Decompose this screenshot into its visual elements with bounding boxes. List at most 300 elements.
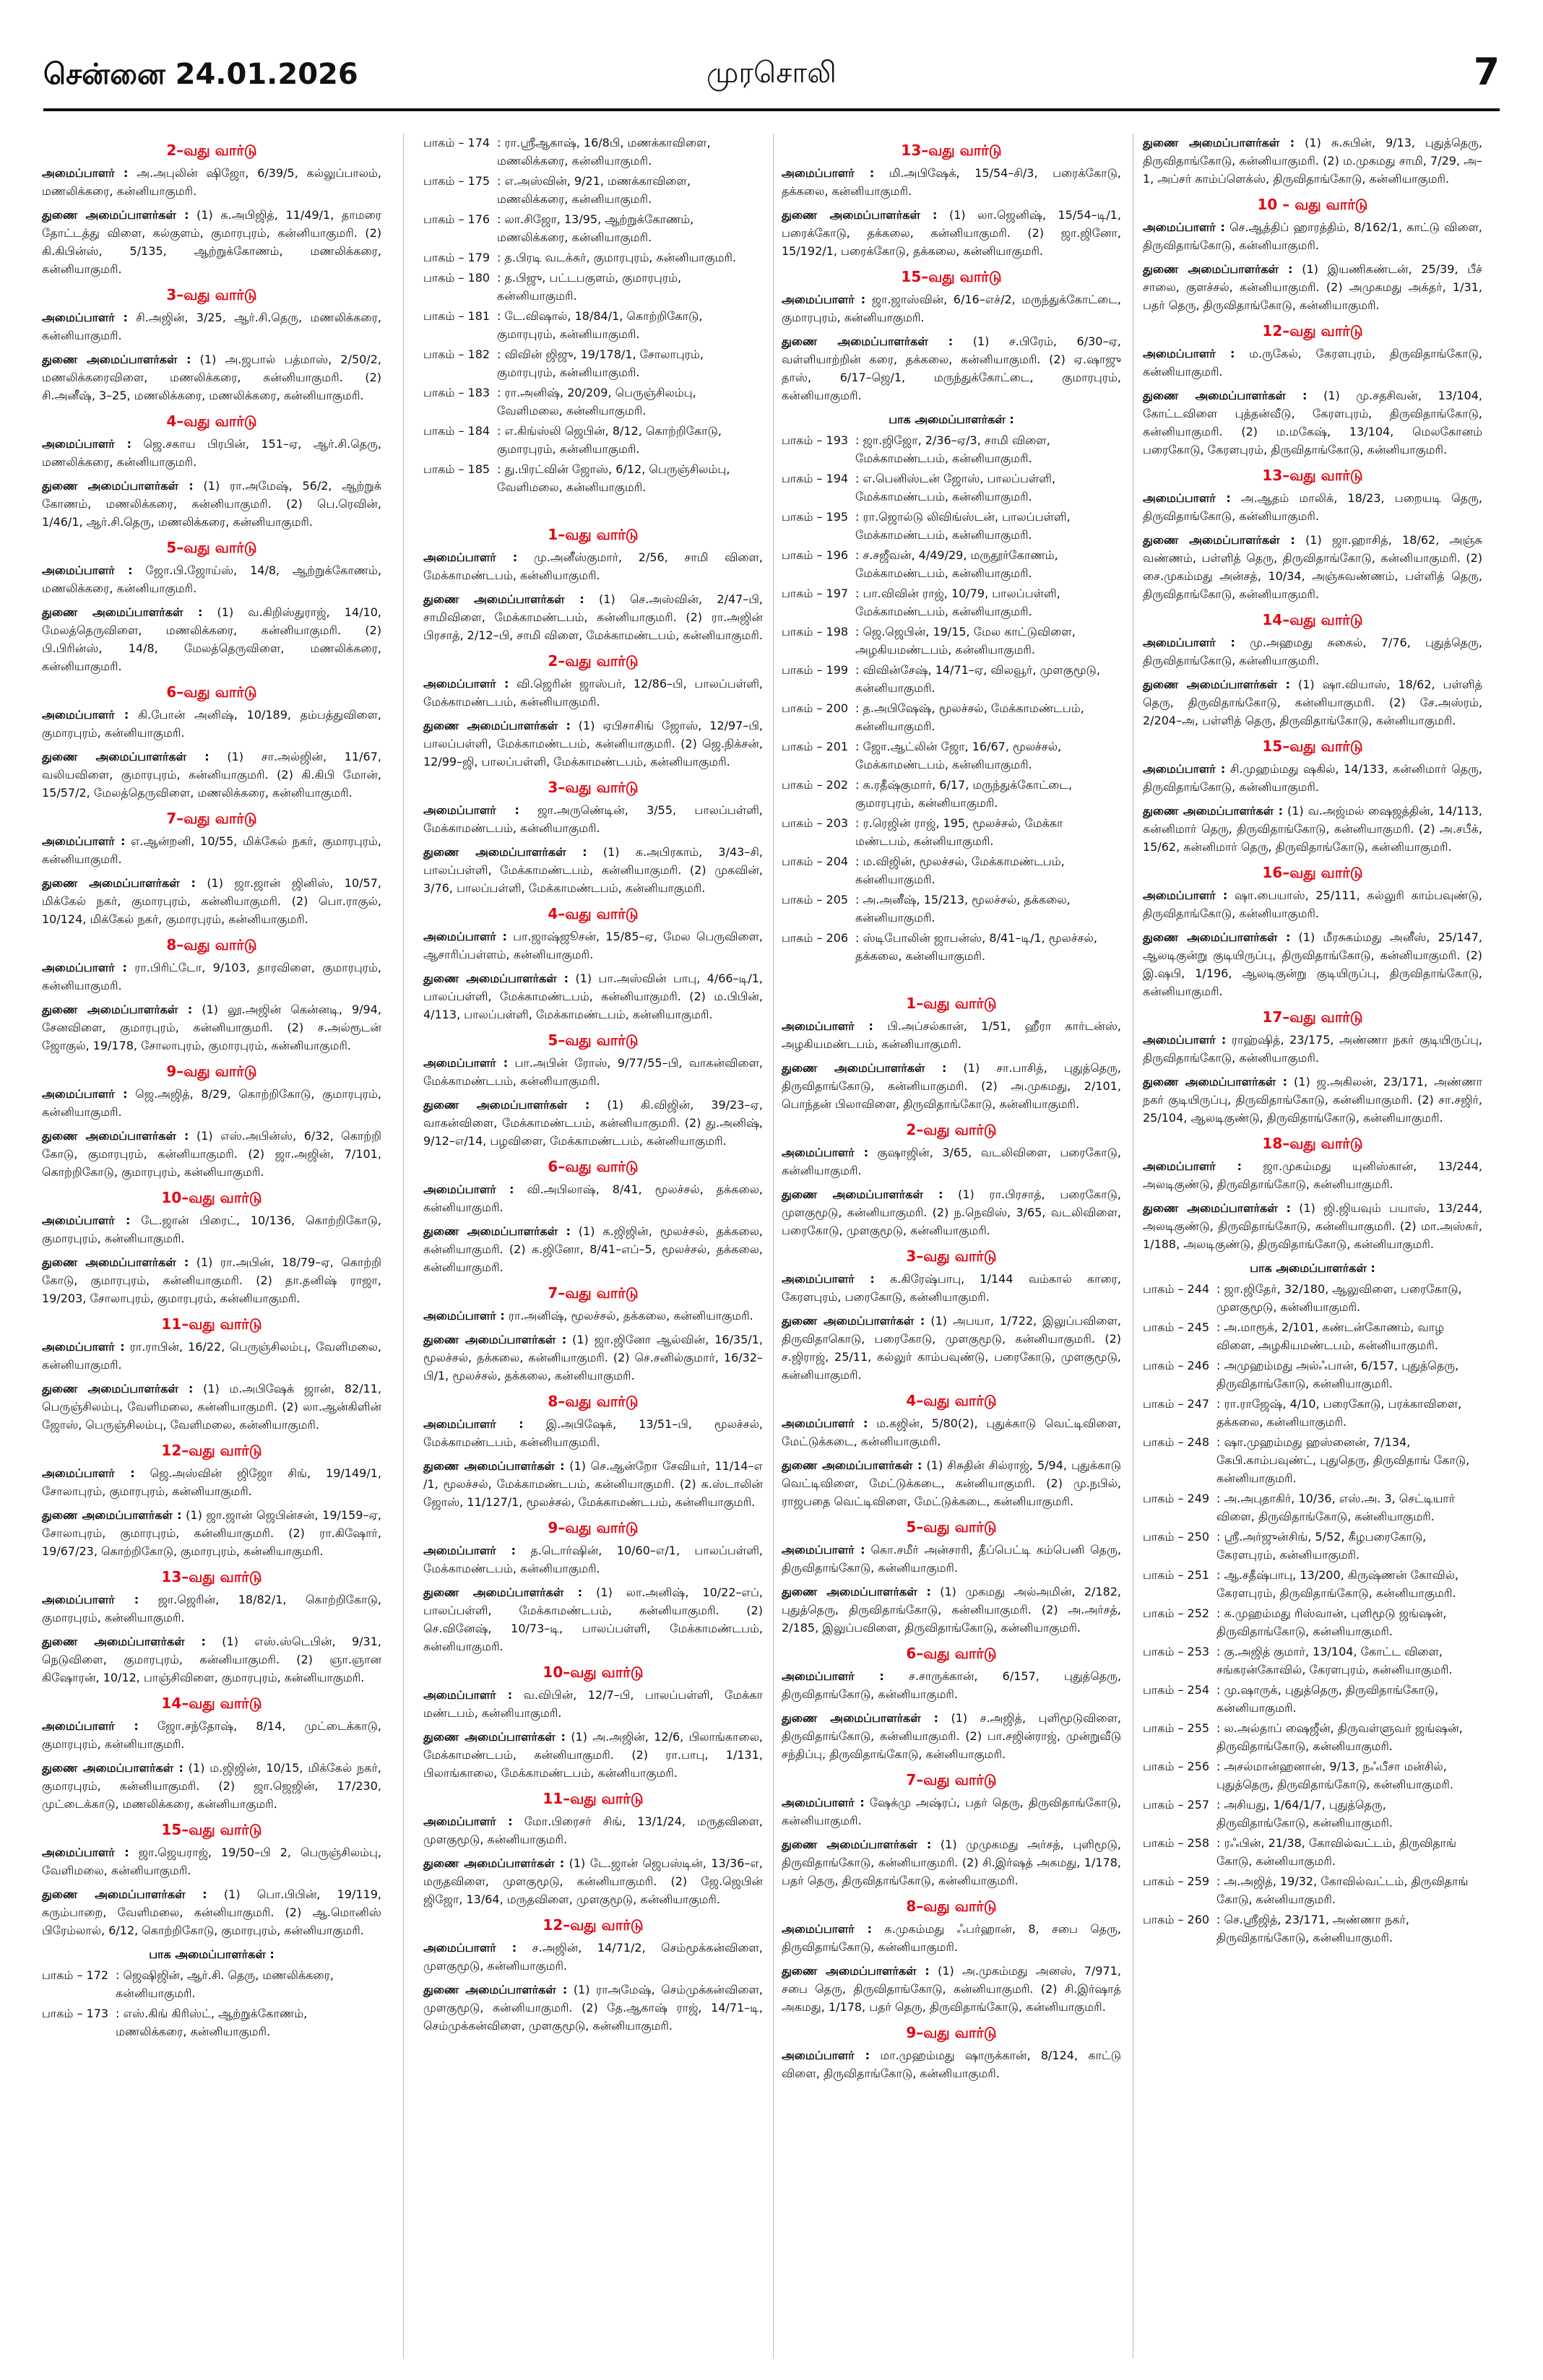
organizer-entry <box>782 290 1121 326</box>
role-label: அமைப்பாளர் : <box>782 1272 875 1286</box>
ward-heading: 12–வது வார்டு <box>543 1916 644 1934</box>
booth-number: பாகம் – 258 <box>1143 1836 1210 1850</box>
booth-entry <box>423 134 763 170</box>
booth-number: பாகம் – 244 <box>1143 1282 1210 1296</box>
booth-organizer: : து.பிரட்வின் ஜோஸ், 6/12, பெருஞ்சிலம்பு, வேளிமலை, கன்னியாகுமரி. <box>497 462 730 494</box>
organizer-details: பா.ஜாஷ்ஜூசன், 15/85–ஏ, மேல பெருவிளை, ஆசாரிப்பள்ளம், கன்னியாகுமரி. <box>423 930 763 961</box>
booth-entry <box>423 460 763 496</box>
role-label: துணை அமைப்பாளர்கள் : <box>423 1224 571 1238</box>
booth-entry <box>782 546 1121 582</box>
role-label: துணை அமைப்பாளர்கள் : <box>42 1129 189 1143</box>
organizer-details: (1) எஸ்.ஸ்டெபின், 9/31, நெடுவிளை, குமாரபுரம், கன்னியாகுமரி. (2) ஞா.ஞான கிஷோரன், 10/12, பாஞ்சிவிளை, குமாரபுரம், கன்னியாகுமரி. <box>42 1635 381 1684</box>
ward-heading: 12–வது வார்டு <box>1262 322 1363 339</box>
organizer-details: அ.ஆதம் மாலிக், 18/23, பறையடி தெரு, திருவிதாங்கோடு, கன்னியாகுமரி. <box>1143 491 1482 523</box>
organizer-details: வி.அபிலாஷ், 8/41, மூலச்சல், தக்கலை, கன்னியாகுமரி. <box>423 1182 763 1214</box>
organizer-details: (1) இயணிகண்டன், 25/39, பீச் சாலை, குளச்சல், கன்னியாகுமரி. (2) அமுகமது அக்தர், 1/31, பதர் தெரு, திருவிதாங்கோடு, கன்னியாகுமரி. <box>1143 262 1482 312</box>
organizer-entry <box>423 1054 763 1090</box>
organizer-details: கி.போன் அனிஷ், 10/189, தம்பத்துவிளை, குமாரபுரம், கன்னியாகுமரி. <box>42 708 381 740</box>
organizer-details: க.கிரேஷ்பாபு, 1/144 வம்கால் காரை, கேரளபுரம், பரைகோடு, கன்னியாகுமரி. <box>782 1272 1121 1304</box>
role-label: அமைப்பாளர் : <box>42 311 128 324</box>
booth-organizer: : எ.பெனிஸ்டன் ஜோஸ், பாலப்பள்ளி, மேக்காமண்டபம், கன்னியாகுமரி. <box>855 472 1056 503</box>
booth-number: பாகம் – 249 <box>1143 1492 1210 1505</box>
organizer-entry <box>782 332 1121 404</box>
role-label: அமைப்பாளர் : <box>42 961 127 974</box>
organizer-details: த.டொர்ஷின், 10/60–எ/1, பாலப்பள்ளி, மேக்காமண்டபம், கன்னியாகுமரி. <box>423 1544 763 1575</box>
role-label: அமைப்பாளர் : <box>42 1845 129 1859</box>
booth-organizer: : அ.மாரூக், 2/101, கண்டன்கோணம், வாழ விளை, அழகியமண்டபம், கன்னியாகுமரி. <box>1216 1320 1445 1352</box>
role-label: அமைப்பாளர் : <box>42 563 133 577</box>
organizer-details: செ.ஆத்திப் ஹாரத்திம், 8/162/1, காட்டு விளை, திருவிதாங்கோடு, கன்னியாகுமரி. <box>1143 220 1482 252</box>
organizer-details: (1) க.அபிரகாம், 3/43–சி, பாலப்பள்ளி, மேக்காமண்டபம், கன்னியாகுமரி. (2) முகவின், 3/76, பாலப்பள்ளி, மேக்காமண்டபம், கன்னியாகுமரி. <box>423 845 763 895</box>
booth-number: பாகம் – 185 <box>423 462 490 476</box>
organizer-entry <box>423 1686 763 1722</box>
ward-heading: 15–வது வார்டு <box>1262 737 1363 755</box>
role-label: அமைப்பாளர் : <box>782 166 875 180</box>
organizer-details: (1) செ.அஸ்வின், 2/47–பி, சாமிவிளை, மேக்காமண்டபம், கன்னியாகுமரி. (2) ரா.அஜின் பிரசாத், 2/12–பி, சாமி விளை, மேக்காமண்டபம், கன்னியாகுமரி. <box>423 592 763 642</box>
organizer-entry <box>42 1464 381 1500</box>
organizer-entry <box>423 1583 763 1656</box>
organizer-entry <box>1143 1073 1482 1127</box>
role-label: துணை அமைப்பாளர்கள் : <box>1143 1075 1288 1089</box>
organizer-details: ம.ருகேல், கேரளபுரம், திருவிதாங்கோடு, கன்னியாகுமரி. <box>1143 347 1482 378</box>
booth-entry <box>1143 1433 1482 1487</box>
organizer-details: (1) சா.பாசித், புதுத்தெரு, திருவிதாங்கோடு, கன்னியாகுமரி. (2) அ.முகமது, 2/101, பொந்தன் பிலாவிளை, திருவிதாங்கோடு, கன்னியாகுமரி. <box>782 1061 1121 1111</box>
role-label: அமைப்பாளர் : <box>423 677 509 691</box>
organizer-details: ஜெ.அஜித், 8/29, கொற்றிகோடு, குமாரபுரம், கன்னியாகுமரி. <box>42 1087 381 1119</box>
role-label: துணை அமைப்பாளர்கள் : <box>42 1382 194 1395</box>
booth-number: பாகம் – 253 <box>1143 1645 1210 1658</box>
organizer-details: கொ.சமீர் அன்சாரி, தீப்பெட்டி கம்பெனி தெரு, திருவிதாங்கோடு, கன்னியாகுமரி. <box>782 1543 1121 1575</box>
organizer-entry <box>423 927 763 964</box>
booth-number: பாகம் – 254 <box>1143 1683 1210 1697</box>
booth-organizer: : ஸ்ரீ.அர்ஜுன்சிங், 5/52, கீழபரைகோடு, கேரளபுரம், கன்னியாகுமரி. <box>1216 1530 1427 1562</box>
role-label: அமைப்பாளர் : <box>1143 1033 1227 1047</box>
role-label: துணை அமைப்பாளர்கள் : <box>423 719 571 732</box>
role-label: துணை அமைப்பாளர்கள் : <box>423 972 569 985</box>
organizer-details: (1) ஜா.ஜினோ ஆல்வின், 16/35/1, மூலச்சல், தக்கலை, கன்னியாகுமரி. (2) செ.சனில்குமார், 16/32–பி/1, மூலச்சல், தக்கலை, கன்னியாகுமரி. <box>423 1333 763 1382</box>
ward-heading: 9–வது வார்டு <box>548 1519 639 1536</box>
role-label: அமைப்பாளர் : <box>42 1087 128 1101</box>
organizer-details: ராஹ்ஷித், 23/175, அண்ணா நகர் குடியிருப்பு, திருவிதாங்கோடு, கன்னியாகுமரி. <box>1143 1033 1482 1065</box>
organizer-entry <box>42 832 381 868</box>
ward-heading: 14–வது வார்டு <box>161 1695 262 1712</box>
organizer-details: (1) ஏபிசாசிங் ஜோஸ், 12/97–பி, பாலப்பள்ளி, மேக்காமண்டபம், கன்னியாகுமரி. (2) ஜெ.நிக்சன், 12/99–ஜி, பாலப்பள்ளி, மேக்காமண்டபம், கன்னியாகுமரி. <box>423 719 763 769</box>
booth-number: பாகம் – 182 <box>423 347 490 361</box>
organizer-details: (1) செ.ஆன்றோ சேவியர், 11/14–எ /1, மூலச்சல், மேக்காமண்டபம், கன்னியாகுமரி. (2) க.ஸ்டாலின் ஜோஸ், 11/127/1, மூலச்சல், மேக்காமண்டபம், கன்னியாகுமரி. <box>423 1459 763 1509</box>
organizer-entry <box>42 1127 381 1181</box>
organizer-details: ரா.ராபின், 16/22, பெருஞ்சிலம்பு, வேளிமலை, கன்னியாகுமரி. <box>42 1340 381 1372</box>
organizer-entry <box>1143 489 1482 525</box>
booth-entry <box>423 422 763 458</box>
booth-number: பாகம் – 255 <box>1143 1721 1210 1735</box>
ward-heading: 7–வது வார்டு <box>906 1771 997 1788</box>
organizer-details: அ.அபுலின் ஷிஜோ, 6/39/5, கல்லுப்பாலம், மணலிக்கரை, கன்னியாகுமரி. <box>42 166 381 198</box>
booth-number: பாகம் – 174 <box>423 136 490 150</box>
booth-organizer: : அ.அபுதாகிர், 10/36, எஸ்.அ. 3, செட்டியார் விளை, திருவிதாங்கோடு, கன்னியாகுமரி. <box>1216 1492 1456 1523</box>
booth-section-heading: பாக அமைப்பாளர்கள் : <box>1250 1261 1375 1275</box>
role-label: அமைப்பாளர் : <box>42 708 129 722</box>
organizer-entry <box>42 1885 381 1939</box>
booth-organizer: : த.பிஜு, பட்டபகுளம், குமாரபுரம், கன்னியாகுமரி. <box>497 271 682 303</box>
booth-entry <box>782 929 1121 965</box>
booth-number: பாகம் – 204 <box>782 854 849 868</box>
organizer-entry <box>423 590 763 644</box>
organizer-details: (1) ஜா.ஜான் ஜெபின்சன், 19/159–ஏ, சோலாபுரம், குமாரபுரம், கன்னியாகுமரி. (2) ரா.கிஷோர், 19/67/23, கொற்றிகோடு, குமாரபுரம், கன்னியாகுமரி. <box>42 1508 381 1558</box>
role-label: துணை அமைப்பாளர்கள் : <box>782 334 954 348</box>
booth-number: பாகம் – 202 <box>782 778 849 792</box>
role-label: அமைப்பாளர் : <box>1143 347 1235 360</box>
booth-entry <box>782 431 1121 467</box>
booth-number: பாகம் – 198 <box>782 625 849 639</box>
organizer-details: ம.கஜின், 5/80(2), புதுக்காடு வெட்டிவிளை, மேட்டுக்கடை, கன்னியாகுமரி. <box>782 1416 1121 1448</box>
organizer-details: ஜா.ஜாஸ்வின், 6/16–எச்/2, மருந்துக்கோட்டை, குமாரபுரம், கன்னியாகுமரி. <box>782 293 1121 324</box>
organizer-entry <box>423 717 763 771</box>
organizer-entry <box>423 1222 763 1276</box>
booth-number: பாகம் – 197 <box>782 587 849 600</box>
role-label: துணை அமைப்பாளர்கள் : <box>782 1964 930 1978</box>
organizer-entry <box>423 675 763 711</box>
role-label: அமைப்பாளர் : <box>1143 491 1231 505</box>
booth-number: பாகம் – 248 <box>1143 1435 1210 1449</box>
booth-entry <box>782 508 1121 544</box>
organizer-details: ஷா.பையாஸ், 25/111, கல்லுரி காம்பவுண்டு, திருவிதாங்கோடு, கன்னியாகுமரி. <box>1143 888 1482 920</box>
ward-heading: 15–வது வார்டு <box>901 268 1002 285</box>
booth-number: பாகம் – 193 <box>782 433 849 447</box>
booth-organizer: : ர.ரெஜின் ராஜ், 195, மூலச்சல், மேக்கா மண்டபம், கன்னியாகுமரி. <box>855 816 1063 848</box>
role-label: அமைப்பாளர் : <box>782 293 866 306</box>
role-label: துணை அமைப்பாளர்கள் : <box>782 1838 932 1851</box>
organizer-details: (1) வ.கிறிஸ்துராஜ், 14/10, மேலத்தெருவிளை, மணலிக்கரை, கன்னியாகுமரி. (2) பி.பிரின்ஸ், 14/8, மேலத்தெருவிளை, மணலிக்கரை, கன்னியாகுமரி. <box>42 605 381 673</box>
organizer-entry <box>782 1793 1121 1830</box>
organizer-entry <box>423 1330 763 1385</box>
booth-entry <box>1143 1318 1482 1354</box>
ward-heading: 17–வது வார்டு <box>1262 1008 1363 1026</box>
organizer-details: (1) ச.பிரேம், 6/30–ஏ, வள்ளியாற்றின் கரை, தக்கலை, கன்னியாகுமரி. (2) ஏ.ஷாஜு தாஸ், 6/17–ஜெ/1, மருந்துக்கோட்டை, குமாரபுரம், கன்னியாகுமரி. <box>782 334 1121 402</box>
role-label: அமைப்பாளர் : <box>782 1146 869 1159</box>
organizer-details: (1) ரா.அபின், 18/79–ஏ, கொற்றி கோடு, குமாரபுரம், கன்னியாகுமரி. (2) தா.தனிஷ் ராஜா, 19/203, சோலாபுரம், குமாரபுரம், கன்னியாகுமரி. <box>42 1255 381 1305</box>
organizer-details: (1) அ.அஜின், 12/6, பிலாங்காலை, மேக்காமண்டபம், கன்னியாகுமரி. (2) ரா.பாபு, 1/131, பிலாங்காலை, மேக்காமண்டபம், கன்னியாகுமரி. <box>423 1730 763 1780</box>
booth-entry <box>42 2004 381 2041</box>
booth-organizer: : லா.சிஜோ, 13/95, ஆற்றுக்கோணம், மணலிக்கரை, கன்னியாகுமரி. <box>497 212 694 244</box>
booth-number: பாகம் – 172 <box>42 1968 109 1982</box>
organizer-details: (1) லா.ஜெனிஷ், 15/54–டி/1, பரைக்கோடு, தக்கலை, கன்னியாகுமரி. (2) ஜா.ஜினோ, 15/192/1, பரைக்கோடு, தக்கலை, கன்னியாகுமரி. <box>782 208 1121 258</box>
booth-number: பாகம் – 180 <box>423 271 490 285</box>
booth-number: பாகம் – 247 <box>1143 1397 1210 1411</box>
booth-number: பாகம் – 201 <box>782 740 849 753</box>
ward-heading: 1–வது வார்டு <box>548 526 639 543</box>
organizer-details: மு.அனீஸ்குமார், 2/56, சாமி விளை, மேக்காமண்டபம், கன்னியாகுமரி. <box>423 550 763 582</box>
role-label: துணை அமைப்பாளர்கள் : <box>1143 533 1295 547</box>
booth-entry <box>1143 1643 1482 1679</box>
organizer-entry <box>42 748 381 802</box>
organizer-details: (1) லூ.அஜின் கென்னடி, 9/94, சேனவிளை, குமாரபுரம், கன்னியாகுமரி. (2) ச.அல்ரூடன் ஜோகுல், 19/178, சோலாபுரம், குமாரபுரம், கன்னியாகுமரி. <box>42 1003 381 1052</box>
organizer-details: ச.அஜின், 14/71/2, செம்மூக்கன்விளை, முளகுமூடு, கன்னியாகுமரி. <box>423 1941 763 1973</box>
organizer-details: (1) ஜி.ஜியவும் பயாஸ், 13/244, அலடிகுண்டு, திருவிதாங்கோடு, கன்னியாகுமரி. (2) மா.அஸ்கர், 1/188, அலடிகுண்டு, திருவிதாங்கோடு, கன்னியாகுமரி. <box>1143 1201 1482 1251</box>
organizer-details: (1) ஷா.வியாஸ், 18/62, பள்ளித் தெரு, திருவிதாங்கோடு, கன்னியாகுமரி. (2) சே.அஸ்ரம், 2/204–அ, பள்ளித் தெரு, திருவிதாங்கோடு, கன்னியாகுமரி. <box>1143 678 1482 727</box>
booth-number: பாகம் – 256 <box>1143 1760 1210 1773</box>
role-label: துணை அமைப்பாளர்கள் : <box>1143 930 1291 944</box>
role-label: அமைப்பாளர் : <box>1143 220 1225 234</box>
booth-entry <box>1143 1681 1482 1717</box>
role-label: துணை அமைப்பாளர்கள் : <box>1143 678 1291 691</box>
role-label: அமைப்பாளர் : <box>1143 1159 1242 1173</box>
booth-entry <box>423 248 763 267</box>
organizer-entry <box>42 1253 381 1307</box>
organizer-entry <box>782 1456 1121 1510</box>
organizer-entry <box>42 1717 381 1753</box>
organizer-entry <box>423 969 763 1024</box>
column-2 <box>423 134 763 2358</box>
ward-heading: 5–வது வார்டு <box>166 539 257 556</box>
organizer-entry <box>1143 760 1482 796</box>
organizer-entry <box>42 603 381 675</box>
organizer-entry <box>42 959 381 995</box>
role-label: துணை அமைப்பாளர்கள் : <box>782 1585 931 1598</box>
ward-heading: 2–வது வார்டு <box>548 652 639 670</box>
organizer-entry <box>782 1143 1121 1180</box>
booth-organizer: : டே.விஷால், 18/84/1, கொற்றிகோடு, குமாரபுரம், கன்னியாகுமரி. <box>497 309 703 341</box>
ward-heading: 9–வது வார்டு <box>906 2024 997 2041</box>
organizer-entry <box>42 1000 381 1055</box>
organizer-details: (1) அபயா, 1/722, இலுப்பவிளை, திருவிதாகொடு, பரைகோடு, முளகுமூடு, கன்னியாகுமரி. (2) ச.ஜிராஜ், 25/11, கல்லுர் காம்பவுண்டு, பரைகோடு, முளகுமூடு, கன்னியாகுமரி. <box>782 1314 1121 1382</box>
booth-number: பாகம் – 194 <box>782 472 849 485</box>
booth-entry <box>782 891 1121 927</box>
organizer-details: (1) லா.அனிஷ், 10/22–எப், பாலப்பள்ளி, மேக்காமண்டபம், கன்னியாகுமரி. (2) செ.வினேஷ், 10/73–டி, பாலப்பள்ளி, மேக்காமண்டபம், கன்னியாகுமரி. <box>423 1585 763 1653</box>
ward-heading: 18–வது வார்டு <box>1262 1135 1363 1152</box>
role-label: துணை அமைப்பாளர்கள் : <box>42 1508 182 1522</box>
organizer-details: (1) சிசுதின் சில்ராஜ், 5/94, புதுக்காடு வெட்டிவிளை, மேட்டுக்கடை, கன்னியாகுமரி. (2) மு.நபில், ராஜபதை வெட்டிவிளை, மேட்டுக்கடை, கன்னியாகுமரி. <box>782 1458 1121 1508</box>
organizer-entry <box>423 1541 763 1578</box>
ward-heading: 3–வது வார்டு <box>166 286 257 303</box>
role-label: துணை அமைப்பாளர்கள் : <box>423 1459 565 1473</box>
role-label: துணை அமைப்பாளர்கள் : <box>423 1333 567 1346</box>
organizer-details: (1) எஸ்.அபின்ஸ், 6/32, கொற்றி கோடு, குமாரபுரம், கன்னியாகுமரி. (2) ஜா.அஜின், 7/101, கொற்றிகோடு, குமாரபுரம், கன்னியாகுமரி. <box>42 1129 381 1179</box>
organizer-details: க.முகம்மது ஃபர்ஹான், 8, சபை தெரு, திருவிதாங்கோடு, கன்னியாகுமரி. <box>782 1922 1121 1954</box>
role-label: அமைப்பாளர் : <box>423 1814 513 1828</box>
role-label: அமைப்பாளர் : <box>42 166 129 180</box>
organizer-entry <box>42 435 381 471</box>
booth-entry <box>423 307 763 343</box>
ward-heading: 8–வது வார்டு <box>548 1393 639 1410</box>
organizer-entry <box>423 1728 763 1782</box>
organizer-details: ஜா.ஜெயராஜ், 19/50–பி 2, பெருஞ்சிலம்பு, வேளிமலை, கன்னியாகுமரி. <box>42 1845 381 1877</box>
organizer-details: (1) பொ.பிபின், 19/119, கரும்பாறை, வேளிமலை, கன்னியாகுமரி. (2) ஆ.மொனிஸ் பிரேம்லால், 6/12, கொற்றிகோடு, குமாரபுரம், கன்னியாகுமரி. <box>42 1887 381 1937</box>
organizer-details: (1) ம.ஜிஜின், 10/15, மிக்கேல் நகர், குமாரபுரம், கன்னியாகுமரி. (2) ஜா.ஜெஜின், 17/230, முட்டைக்காடு, மணலிக்கரை, கன்னியாகுமரி. <box>42 1761 381 1811</box>
organizer-details: ரா.அனிஷ், மூலச்சல், தக்கலை, கன்னியாகுமரி. <box>508 1309 753 1323</box>
booth-entry <box>1143 1566 1482 1602</box>
organizer-entry <box>782 1185 1121 1239</box>
booth-organizer: : அமுஹம்மது அல்ஃபான், 6/157, புதுத்தெரு, திருவிதாங்கோடு, கன்னியாகுமரி. <box>1216 1359 1459 1390</box>
booth-entry <box>1143 1280 1482 1316</box>
booth-entry <box>1143 1395 1482 1431</box>
organizer-details: (1) ச.அஜித், புளிமூடுவிளை, திருவிதாங்கோடு, கன்னியாகுமரி. (2) பா.சஜின்ராஜ், முன்றுவீடு சந்திப்பு, திருவிதாங்கோடு, கன்னியாகுமரி. <box>782 1711 1121 1761</box>
column-divider <box>773 134 774 2358</box>
role-label: அமைப்பாளர் : <box>423 1544 517 1557</box>
booth-organizer: : ஜா.ஜிதேர், 32/180, ஆலுவிளை, பரைகோடு, முளகுமூடு, கன்னியாகுமரி. <box>1216 1282 1462 1314</box>
role-label: துணை அமைப்பாளர்கள் : <box>423 1983 568 1996</box>
role-label: அமைப்பாளர் : <box>1143 762 1226 776</box>
organizer-details: (1) வ.அஜ்மல் ஷைஜத்தின், 14/113, கன்னிமார் தெரு, திருவிதாங்கோடு, கன்னியாகுமரி. (2) அ.சபீக், 15/62, கன்னிமார் தெரு, திருவிதாங்கோடு, கன்னியாகுமரி. <box>1143 804 1482 854</box>
role-label: துணை அமைப்பாளர்கள் : <box>42 1003 193 1016</box>
organizer-details: பி.அப்சல்கான், 1/51, ஹீரா கார்டன்ஸ், அழகியமண்டபம், கன்னியாகுமரி. <box>782 1019 1121 1051</box>
booth-organizer: : எஸ்.கிங் கிரிஸ்ட், ஆற்றுக்கோணம், மணலிக்கரை, கன்னியாகுமரி. <box>116 2007 308 2038</box>
ward-heading: 3–வது வார்டு <box>548 779 639 796</box>
organizer-details: குஷாஜின், 3/65, வடலிவிளை, பரைகோடு, கன்னியாகுமரி. <box>782 1146 1121 1177</box>
ward-heading: 5–வது வார்டு <box>548 1031 639 1049</box>
role-label: அமைப்பாளர் : <box>1143 636 1235 649</box>
organizer-entry <box>42 477 381 531</box>
role-label: துணை அமைப்பாளர்கள் : <box>1143 262 1293 276</box>
organizer-details: (1) க.ஜிஜின், மூலச்சல், தக்கலை, கன்னியாகுமரி. (2) க.ஜினோ, 8/41–எப்–5, மூலச்சல், தக்கலை, கன்னியாகுமரி. <box>423 1224 763 1274</box>
organizer-entry <box>42 164 381 200</box>
organizer-details: ஜெ.சகாய பிரபின், 151–ஏ, ஆர்.சி.தெரு, மணலிக்கரை, கன்னியாகுமரி. <box>42 437 381 469</box>
organizer-details: வ.விபின், 12/7–பி, பாலப்பள்ளி, மேக்கா மண்டபம், கன்னியாகுமரி. <box>423 1688 763 1720</box>
booth-number: பாகம் – 246 <box>1143 1359 1210 1372</box>
organizer-entry <box>42 1591 381 1627</box>
role-label: துணை அமைப்பாளர்கள் : <box>42 1761 183 1775</box>
organizer-details: ஜா.முகம்மது யுனிஸ்கான், 13/244, அலடிகுண்டு, திருவிதாங்கோடு, கன்னியாகுமரி. <box>1143 1159 1482 1191</box>
organizer-details: (1) டே.ஜான் ஜெபஸ்டின், 13/36–எ, மருதவிளை, முளகுமூடு, கன்னியாகுமரி. (2) ஜே.ஜெபின் ஜிஜோ, 13/64, மருதவிளை, முளகுமூடு, கன்னியாகுமரி. <box>423 1856 763 1906</box>
booth-entry <box>423 172 763 208</box>
page-number: 7 <box>1473 51 1500 94</box>
booth-number: பாகம் – 251 <box>1143 1568 1210 1582</box>
role-label: அமைப்பாளர் : <box>423 1182 514 1196</box>
booth-number: பாகம் – 175 <box>423 174 490 188</box>
organizer-entry <box>782 1667 1121 1703</box>
booth-organizer: : ஆ.சதீஷ்பாபு, 13/200, கிருஷ்ணன் கோவில், கேரளபுரம், திருவிதாங்கோடு, கன்னியாகுமரி. <box>1216 1568 1459 1600</box>
booth-number: பாகம் – 252 <box>1143 1606 1210 1620</box>
organizer-entry <box>423 1854 763 1908</box>
booth-organizer: : ல.அல்தாப் ஷைஜீன், திருவள்ளுவர் ஜங்ஷன், திருவிதாங்கோடு, கன்னியாகுமரி. <box>1216 1721 1463 1753</box>
organizer-entry <box>1143 134 1482 188</box>
ward-heading: 16–வது வார்டு <box>1262 864 1363 881</box>
organizer-details: ரா.பிரிட்டோ, 9/103, தாரவிளை, குமாரபுரம், கன்னியாகுமரி. <box>42 961 381 992</box>
organizer-details: (1) கி.விஜின், 39/23–ஏ, வாகன்விளை, மேக்காமண்டபம், கன்னியாகுமரி. (2) து.அனிஷ், 9/12–எ/14, பழவிளை, மேக்காமண்டபம், கன்னியாகுமரி. <box>423 1098 763 1148</box>
role-label: துணை அமைப்பாளர்கள் : <box>1143 136 1295 150</box>
role-label: துணை அமைப்பாளர்கள் : <box>423 1098 590 1112</box>
booth-number: பாகம் – 184 <box>423 424 490 438</box>
organizer-entry <box>1143 1157 1482 1193</box>
organizer-details: (1) சு.சுபின், 9/13, புதுத்தெரு, திருவிதாங்கோடு, கன்னியாகுமரி. (2) ம.முகமது சாமி, 7/29, அ–1, அப்சர் காம்ப்ளெக்ஸ், திருவிதாங்கோடு, கன்னியாகுமரி. <box>1143 136 1482 186</box>
role-label: அமைப்பாளர் : <box>782 1416 868 1430</box>
booth-number: பாகம் – 173 <box>42 2007 109 2020</box>
organizer-entry <box>42 1085 381 1121</box>
organizer-entry <box>1143 675 1482 730</box>
booth-organizer: : செ.ஸ்ரீஜித், 23/171, அண்ணா நகர், திருவிதாங்கோடு, கன்னியாகுமரி. <box>1216 1913 1409 1944</box>
organizer-details: (1) சா.அல்ஜின், 11/67, வலியவிளை, குமாரபுரம், கன்னியாகுமரி. (2) கி.கிபி மோன், 15/57/2, மேலத்தெருவிளை, மணலிக்கரை, கன்னியாகுமரி. <box>42 750 381 800</box>
organizer-entry <box>1143 386 1482 459</box>
issue-date: சென்னை 24.01.2026 <box>43 58 358 91</box>
ward-heading: 10–வது வார்டு <box>161 1189 262 1206</box>
organizer-details: (1) ஜ.அகிலன், 23/171, அண்ணா நகர் குடியிருப்பு, திருவிதாங்கோடு, கன்னியாகுமரி. (2) சா.சஜிர், 25/104, ஆலடிகுண்டு, திருவிதாங்கோடு, கன்னியாகுமரி. <box>1143 1075 1482 1125</box>
booth-organizer: : ஜா.ஜிஜோ, 2/36–ஏ/3, சாமி விளை, மேக்காமண்டபம், கன்னியாகுமரி. <box>855 433 1050 465</box>
booth-organizer: : அ.அஜித், 19/32, கோவில்வட்டம், திருவிதாங் கோடு, கன்னியாகுமரி. <box>1216 1874 1469 1906</box>
role-label: துணை அமைப்பாளர்கள் : <box>42 479 194 493</box>
organizer-details: (1) அ.முகம்மது அனஸ், 7/971, சபை தெரு, திருவிதாங்கோடு, கன்னியாகுமரி. (2) சி.இர்ஷாத் அகமது, 1/178, பதர் தெரு, திருவிதாங்கோடு, கன்னியாகுமரி. <box>782 1964 1121 2014</box>
header-rule <box>43 108 1500 111</box>
role-label: அமைப்பாளர் : <box>423 930 507 943</box>
organizer-details: (1) ஜா.ஜான் ஜினிஸ், 10/57, மிக்கேல் நகர், குமாரபுரம், கன்னியாகுமரி. (2) பொ.ராகுல், 10/124, மிக்கேல் நகர், குமாரபுரம், கன்னியாகுமரி. <box>42 876 381 926</box>
ward-heading: 5–வது வார்டு <box>906 1518 997 1536</box>
organizer-entry <box>782 1962 1121 2016</box>
booth-entry <box>782 776 1121 812</box>
organizer-details: இ.அபிஷேக், 13/51–பி, மூலச்சல், மேக்காமண்டபம், கன்னியாகுமரி. <box>423 1417 763 1449</box>
role-label: துணை அமைப்பாளர்கள் : <box>423 1585 583 1599</box>
ward-heading: 1–வது வார்டு <box>906 995 997 1012</box>
organizer-entry <box>782 1835 1121 1890</box>
organizer-entry <box>782 1583 1121 1637</box>
organizer-entry <box>1143 1199 1482 1253</box>
organizer-entry <box>423 1981 763 2035</box>
booth-entry <box>423 269 763 305</box>
booth-entry <box>42 1966 381 2002</box>
organizer-details: டே.ஜான் பிரைட், 10/136, கொற்றிகோடு, குமாரபுரம், கன்னியாகுமரி. <box>42 1213 381 1245</box>
booth-number: பாகம் – 250 <box>1143 1530 1210 1544</box>
role-label: அமைப்பாளர் : <box>782 1019 873 1033</box>
role-label: அமைப்பாளர் : <box>42 834 126 848</box>
booth-organizer: : கு.அஜித் குமார், 13/104, கோட்ட விளை, சங்கரன்கோவில், கேரளபுரம், கன்னியாகுமரி. <box>1216 1645 1453 1676</box>
booth-organizer: : க.முஹம்மது ரிஸ்வான், புளிமூடு ஜங்ஷன், திருவிதாங்கோடு, கன்னியாகுமரி. <box>1216 1606 1447 1638</box>
organizer-details: (1) மு.சதசிவன், 13/104, கோட்டவிளை புத்தன்வீடு, கேரளபுரம், திருவிதாங்கோடு, கன்னியாகுமரி. (2) ம.மகேஷ், 13/104, மெலகோனம் பரைகோடு, கேரளபுரம், திருவிதாங்கோடு, கன்னியாகுமரி. <box>1143 389 1482 456</box>
role-label: அமைப்பாளர் : <box>42 1340 125 1354</box>
booth-entry <box>782 699 1121 735</box>
organizer-entry <box>1143 531 1482 603</box>
organizer-entry <box>1143 260 1482 314</box>
organizer-details: ச.சாருக்கான், 6/157, புதுத்தெரு, திருவிதாங்கோடு, கன்னியாகுமரி. <box>782 1669 1121 1701</box>
booth-number: பாகம் – 196 <box>782 548 849 562</box>
ward-heading: 2–வது வார்டு <box>906 1121 997 1138</box>
role-label: அமைப்பாளர் : <box>1143 888 1228 902</box>
organizer-entry <box>782 1920 1121 1956</box>
ward-heading: 14–வது வார்டு <box>1262 611 1363 628</box>
role-label: துணை அமைப்பாளர்கள் : <box>782 1458 922 1472</box>
booth-entry <box>1143 1872 1482 1908</box>
booth-organizer: : ரா.ராஜேஷ், 4/10, பரைகோடு, பரக்காவிளை, தக்கலை, கன்னியாகுமரி. <box>1216 1397 1462 1429</box>
organizer-details: எ.ஆன்றனி, 10/55, மிக்கேல் நகர், குமாரபுரம், கன்னியாகுமரி. <box>42 834 381 866</box>
ward-heading: 8–வது வார்டு <box>906 1897 997 1915</box>
organizer-entry <box>42 308 381 345</box>
role-label: துணை அமைப்பாளர்கள் : <box>782 1187 943 1201</box>
ward-heading: 9–வது வார்டு <box>166 1063 257 1080</box>
role-label: அமைப்பாளர் : <box>423 1056 509 1070</box>
role-label: துணை அமைப்பாளர்கள் : <box>423 845 587 859</box>
role-label: துணை அமைப்பாளர்கள் : <box>1143 389 1308 402</box>
booth-entry <box>1143 1911 1482 1947</box>
role-label: அமைப்பாளர் : <box>42 1466 135 1480</box>
organizer-entry <box>782 1312 1121 1384</box>
booth-organizer: : விவின் ஜிஜு, 19/178/1, சோலாபுரம், குமாரபுரம், கன்னியாகுமரி. <box>497 347 704 379</box>
booth-organizer: : அசல்மான்ஹனான், 9/13, நஃபீசா மன்சில், புதுத்தெரு, திருவிதாங்கோடு, கன்னியாகுமரி. <box>1216 1760 1453 1791</box>
ward-heading: 6–வது வார்டு <box>906 1645 997 1662</box>
organizer-entry <box>423 1457 763 1511</box>
organizer-details: சி.அஜின், 3/25, ஆர்.சி.தெரு, மணலிக்கரை, கன்னியாகுமரி. <box>42 311 381 342</box>
role-label: அமைப்பாளர் : <box>782 1922 872 1936</box>
booth-organizer: : த.பிரடி வடக்கர், குமாரபுரம், கன்னியாகுமரி. <box>497 251 737 264</box>
booth-entry <box>1143 1489 1482 1526</box>
organizer-details: (1) ம.அபிஷேக் ஜான், 82/11, பெருஞ்சிலம்பு, வேளிமலை, கன்னியாகுமரி. (2) லா.ஆன்கிளின் ஜோஸ், பெருஞ்சிலம்பு, வேளிமலை, கன்னியாகுமரி. <box>42 1382 381 1432</box>
organizer-details: ஜோ.சந்தோஷ், 8/14, முட்டைக்காடு, குமாரபுரம், கன்னியாகுமரி. <box>42 1719 381 1751</box>
ward-heading: 10 – வது வார்டு <box>1257 196 1368 213</box>
booth-number: பாகம் – 259 <box>1143 1874 1210 1888</box>
organizer-entry <box>1143 218 1482 254</box>
organizer-entry <box>782 1059 1121 1113</box>
role-label: அமைப்பாளர் : <box>423 1688 513 1702</box>
organizer-entry <box>42 1338 381 1374</box>
booth-organizer: : ஜோ.ஆட்லின் ஜோ, 16/67, மூலச்சல், மேக்காமண்டபம், கன்னியாகுமரி. <box>855 740 1062 771</box>
ward-heading: 11–வது வார்டு <box>161 1315 262 1333</box>
booth-entry <box>1143 1834 1482 1870</box>
role-label: துணை அமைப்பாளர்கள் : <box>42 352 191 366</box>
